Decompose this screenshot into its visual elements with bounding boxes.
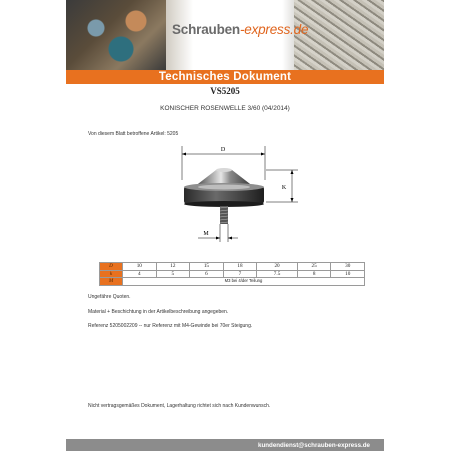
- document-type-bar: [66, 70, 384, 84]
- table-cell: 7: [223, 270, 257, 278]
- table-row-k: [100, 270, 365, 278]
- table-cell: 6: [190, 270, 224, 278]
- table-cell: 20: [257, 263, 298, 271]
- table-cell: 30: [331, 263, 365, 271]
- document-number: VS5205: [210, 86, 240, 96]
- workshop-photo: [66, 0, 166, 70]
- document-title: KONISCHER ROSENWELLE 3/60 (04/2014): [160, 105, 290, 112]
- document-page: [66, 0, 384, 452]
- note-disclaimer: Nicht vertragsgemäßes Dokument, Lagerhaltung richtet sich nach Kundenwunsch.: [88, 403, 271, 409]
- table-cell: 15: [190, 263, 224, 271]
- table-cell: 8: [297, 270, 331, 278]
- logo-domain: -express.de: [239, 22, 309, 37]
- dimension-m: [198, 224, 238, 242]
- affected-articles: Von diesem Blatt betroffene Artikel: 5205: [88, 131, 179, 137]
- table-cell: 5: [156, 270, 190, 278]
- logo-brand: Schrauben: [172, 22, 240, 37]
- brand-logo[interactable]: [172, 22, 308, 37]
- table-cell: 12: [156, 263, 190, 271]
- table-cell: 10: [123, 263, 157, 271]
- label-m: M: [203, 231, 209, 237]
- table-header-d: D: [100, 263, 123, 271]
- table-header-k: k: [100, 270, 123, 278]
- rosette-part: [184, 168, 264, 224]
- table-cell: 18: [223, 263, 257, 271]
- table-cell: 4: [123, 270, 157, 278]
- dimension-k: [266, 170, 298, 202]
- dimension-table: [99, 262, 365, 286]
- header-banner: [66, 0, 384, 70]
- table-row-d: [100, 263, 365, 271]
- label-k: K: [281, 185, 287, 191]
- document-type-title: Technisches Dokument: [158, 71, 292, 83]
- note-material: Material + Beschichtung in der Artikelbeschreibung angegeben.: [88, 309, 229, 315]
- footer-bar: [66, 439, 384, 451]
- table-header-m: M: [100, 278, 123, 286]
- table-row-m: [100, 278, 365, 286]
- footer-email-link[interactable]: kundendienst@schrauben-express.de: [258, 441, 370, 449]
- table-cell: 25: [297, 263, 331, 271]
- technical-drawing: [66, 140, 384, 250]
- note-reference: Referenz 5205002209 -- nur Referenz mit M4-Gewinde bei 70er Steigung.: [88, 323, 253, 329]
- note-quotes: Ungefähre Quoten.: [88, 294, 131, 300]
- table-cell: 7.5: [257, 270, 298, 278]
- label-d: D: [220, 147, 226, 153]
- table-cell: 10: [331, 270, 365, 278]
- table-note-m: M3 bei 4/der Teilung: [123, 278, 365, 286]
